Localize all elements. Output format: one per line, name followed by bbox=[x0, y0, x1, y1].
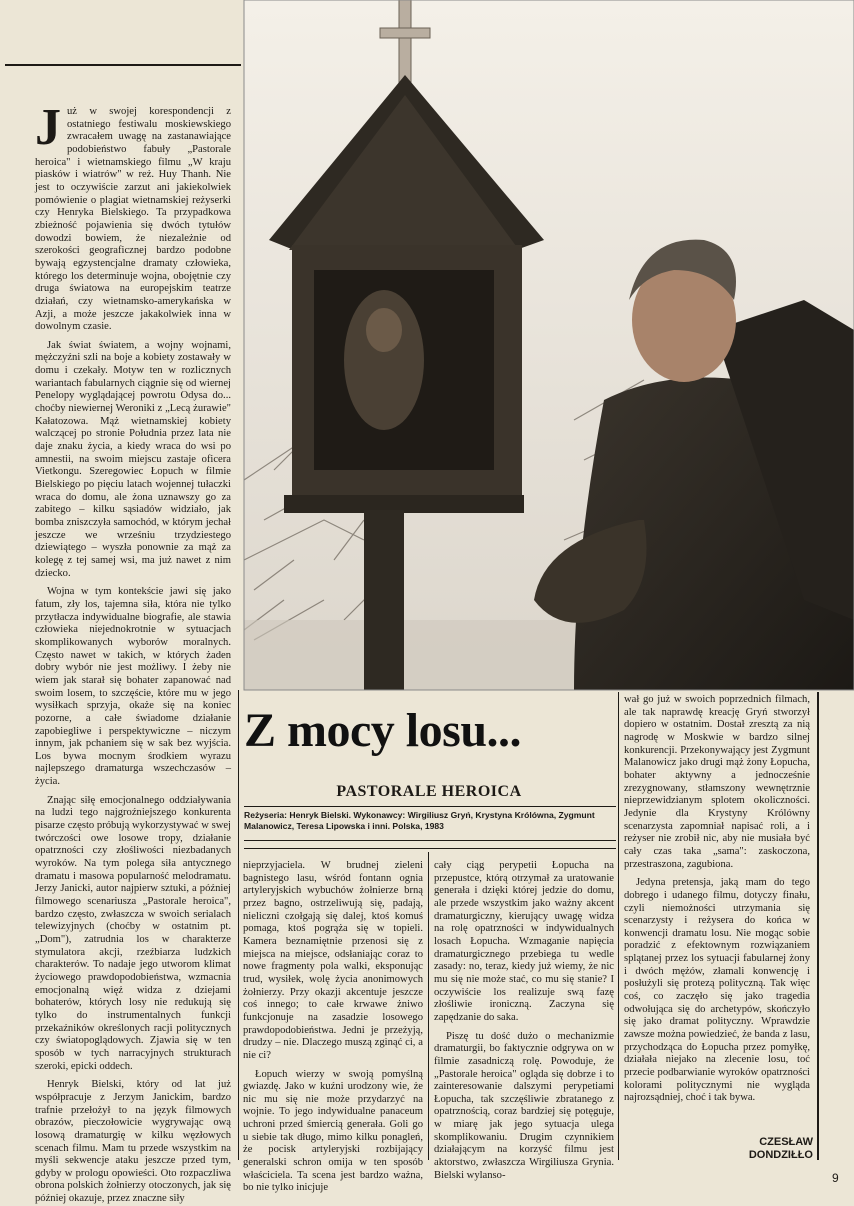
paragraph: Jedyna pretensja, jaką mam do tego dobrego i udanego filmu, dotyczy finału, czyli niemożności utrzymania się scenarzysty i reżysera do końca w konwencji dramatu losu. Nie mogąc sobie poradzić z efektownym rozwiązaniem splątanej przez los sytuacji fabularnej żony i dwóch mężów, złamali konwencję i posłużyli się protezą polityczną. Tak więc coś, co zaczęło się jako tragedia odwołująca się do archetypów, skończyło się jako dramat polityczny. Wprawdzie zawsze można powiedzieć, że banda z lasu, przychodząca do Łopucha przez pomyłkę, działała niejako na zlecenie losu, toć przecie podbarwianie wyroków opatrzności kolorami politycznymi nie wygląda najrozsądniej, choć i tak bywa. bbox=[624, 877, 810, 1104]
film-still-photo bbox=[244, 0, 854, 690]
column-rule bbox=[428, 852, 429, 1160]
page-number: 9 bbox=[832, 1171, 839, 1185]
paragraph: Znając siłę emocjonalnego oddziaływania na ludzi tego najgroźniejszego konkurenta pisarze często próbują wykorzystywać w swej twórczości owe losowe tropy, działanie opatrzności czy złośliwości niezbadanych wyroków. Na tym polega siła antycznego dramatu i masowa popularność melodramatu. Jerzy Janicki, autor najpierw sztuki, a później filmowego scenariusza „Pastorale heroica", bardzo często, zwłaszcza w swoich serialach telewizyjnych (choćby w ostatnim pt. „Dom"), zatrudnia los w charakterze stymulatora akcji, rzeźbiarza ludzkich charakterów. To nadaje jego utworom klimat życiowego prawdopodobieństwa, wzmacnia emocjonalną więź widza z dziejami bohaterów, których losy nie redukują się tylko do instrumentalnych funkcji przekaźników określonych racji politycznych czy światopoglądowych. Zjawia się w ten sposób w tych narracyjnych strukturach szeroki, epicki oddech. bbox=[35, 794, 231, 1072]
shrine-post bbox=[364, 510, 404, 690]
paragraph: Jak świat światem, a wojny wojnami, mężczyźni szli na boje a kobiety zostawały w domu i czekały. Motyw ten w rozlicznych wariantach fabularnych ciągnie się od wiernej Penelopy wyglądającej powrotu Odysa do... choćby niewiernej Weroniki z „Lecą żurawie" Kałatozowa. Mąż wietnamskiej kobiety walczącej po stronie Południa przez lata nie daje znaku życia, a kiedy wraca do wsi po amnestii, na swoim miejscu zastaje oficera Vietkongu. Szeregowiec Łopuch w filmie Bielskiego po pięciu latach wojennej tułaczki wraca do domu, ale żona uznawszy go za zabitego – kilku sąsiadów widziało, jak bomba zniszczyła samochód, w którym jechał jeszcze we wrześniu trzydziestego dziewiątego – wyszła ponownie za mąż za kolegę z tej samej wsi, ma już nawet z nim dziecko. bbox=[35, 339, 231, 579]
columns-rule bbox=[244, 848, 616, 849]
paragraph: Piszę tu dość dużo o mechanizmie dramaturgii, bo faktycznie odgrywa on w filmie zasadniczą rolę. Powoduje, że „Pastorale heroica" ogląda się dobrze i to zainteresowanie dalszymi perypetiami Łopucha, tak szczęśliwie zbratanego z opatrznością, coraz bardziej się potęguje, w miarę jak jego sytuacja ulega skomplikowaniu. Drugim czynnikiem działającym na korzyść filmu jest aktorstwo, zwłaszcza Wirgiliusza Grynia. Bielski wylanso- bbox=[434, 1030, 614, 1181]
subheadline: PASTORALE HEROICA bbox=[336, 783, 522, 800]
headline: Z mocy losu... bbox=[244, 704, 522, 757]
credits-rule-bottom bbox=[244, 840, 616, 841]
column-left bbox=[35, 99, 231, 1205]
author-first-name: CZESŁAW bbox=[759, 1136, 813, 1148]
column-rule-right bbox=[817, 692, 819, 1160]
paragraph: wał go już w swoich poprzednich filmach, ale tak naprawdę kreację Gryń stworzył dopiero w ostatnim. Dostał zresztą za nią nagrodę w Moskwie w bardzo silnej konkurencji. Przekonywający jest Zygmunt Malanowicz jako drugi mąż żony Łopucha, bohater aktywny a jednocześnie zrezygnowany, stłamszony wewnętrznie nieprzewidzianym splotem okoliczności. Jedynie dla Krystyny Królówny scenarzysta zapomniał napisać roli, a i reżyser nie zrobił nic, aby nie musiała być cały czas taka „sama": zaskoczona, przestraszona, zagubiona. bbox=[624, 694, 810, 870]
author-byline bbox=[737, 1136, 813, 1162]
column-rule bbox=[238, 690, 239, 1160]
paragraph: Wojna w tym kontekście jawi się jako fatum, zły los, tajemna siła, która nie tylko przytłacza indywidualne biografie, ale stawia człowieka niejednokrotnie w sytuacjach skomplikowanych wyborów moralnych. Często nawet w takich, w których żaden dobry wybór nie jest możliwy. I żeby nie wiem jak starał się bohater zapanować nad swoim losem, to szczęście, które mu w jego wysiłkach sprzyja, okaże się na koniec pozorne, a całe świadome działanie zapobiegliwe i perspektywiczne – niczym innym, jak pchaniem się w sak bez wyjścia. Los bywa mocnym środkiem wyrazu najlepszego dramaturga wszechczasów – życia. bbox=[35, 586, 231, 788]
column-right bbox=[624, 694, 810, 1134]
column-mid-2 bbox=[434, 860, 614, 1181]
paragraph: cały ciąg perypetii Łopucha na przepustce, którą otrzymał za uratowanie generała i dzięki której jedzie do domu, ale przede wszystkim jako ważny akcent dramaturgiczny, kierujący uwagę widza na rolę opatrzności w indywidualnych losach Łopucha. Wzmaganie napięcia dramaturgicznego przebiega tu wedle zasady: no, teraz, kiedy już wiemy, że nic mu się nie może stać, co mu się stanie? I oczywiście los realizuje swą fazę złośliwie ironiczną. Zaczyna się zapędzanie do saka. bbox=[434, 860, 614, 1023]
column-mid-1 bbox=[243, 860, 423, 1194]
top-rule bbox=[5, 64, 241, 66]
paragraph: Łopuch wierzy w swoją pomyślną gwiazdę. Jako w kuźni urodzony wie, że nic mu się nie może przydarzyć na wojnie. To jego indywidualne panaceum uchroni przed śmiercią generała. Goli go u siebie tak długo, mimo kilku ponagleń, że pocisk artyleryjski rozbijający generalski schron omija w ten sposób właściciela. Ta scena jest bardzo ważna, bo nie tylko inicjuje bbox=[243, 1068, 423, 1194]
film-credits: Reżyseria: Henryk Bielski. Wykonawcy: Wirgiliusz Gryń, Krystyna Królówna, Zygmunt Malanowicz, Teresa Lipowska i inni. Polska, 1983 bbox=[244, 810, 595, 831]
paragraph: nieprzyjaciela. W brudnej zieleni bagnistego lasu, wśród fontann ognia artyleryjskich wybuchów żołnierze brną przez bagno, ostrzeliwują się, padają, nieliczni czołgają się dalej, ktoś komuś pomaga, ktoś pogrąża się w topieli. Kamera beznamiętnie przenosi się z miejsca na miejsce, odsłaniając coraz to nowe fragmenty pola walki, eksponując trud, wysiłek, wolę życia anonimowych żołnierzy. Przy okazji akcentuje jeszcze coś innego; to całe krwawe żniwo funkcjonuje na zasadzie losowego prawdopodobieństwa. Jedni je przeżyją, drudzy – nie. Dlaczego muszą zginąć ci, a nie ci? bbox=[243, 860, 423, 1061]
column-rule bbox=[618, 692, 619, 1160]
film-still-svg bbox=[244, 0, 854, 690]
credits-rule-top bbox=[244, 806, 616, 807]
paragraph: Już w swojej korespondencji z ostatniego festiwalu moskiewskiego zwracałem uwagę na zastanawiające podobieństwo fabuły „Pastorale heroica" i wietnamskiego filmu „W kraju piasków i wiatrów" w reż. Huy Thanh. Nie jest to oczywiście zarzut ani jakiekolwiek pomówienie o plagiat wietnamskiej reżyserki czy Henryka Bielskiego. Ta przypadkowa zbieżność pojawienia się dwóch tytułów dowodzi bowiem, że niezależnie od szerokości geograficznej bardzo podobne bywają egzystencjalne dramaty człowieka, którego los determinuje wojna, obojętnie czy druga światowa na europejskim teatrze działań, czy wietnamsko-amerykańska w Azji, a może jeszcze jakakolwiek inna w dowolnym czasie. bbox=[35, 99, 231, 333]
paragraph: Henryk Bielski, który od lat już współpracuje z Jerzym Janickim, bardzo trafnie przełożył to na język filmowych obrazów, pieczołowicie wygrywając ową losową dramaturgię w kilku węzłowych scenach filmu. Mam tu przede wszystkim na myśli sekwencje ataku jeszcze przed tym, gdyby w prologu opowieści. Oto rozpaczliwa obrona polskich żołnierzy otoczonych, jak się później okazuje, przez znaczne siły bbox=[35, 1079, 231, 1205]
author-last-name: DONDZIŁŁO bbox=[748, 1149, 813, 1161]
dropcap: J bbox=[35, 99, 61, 156]
